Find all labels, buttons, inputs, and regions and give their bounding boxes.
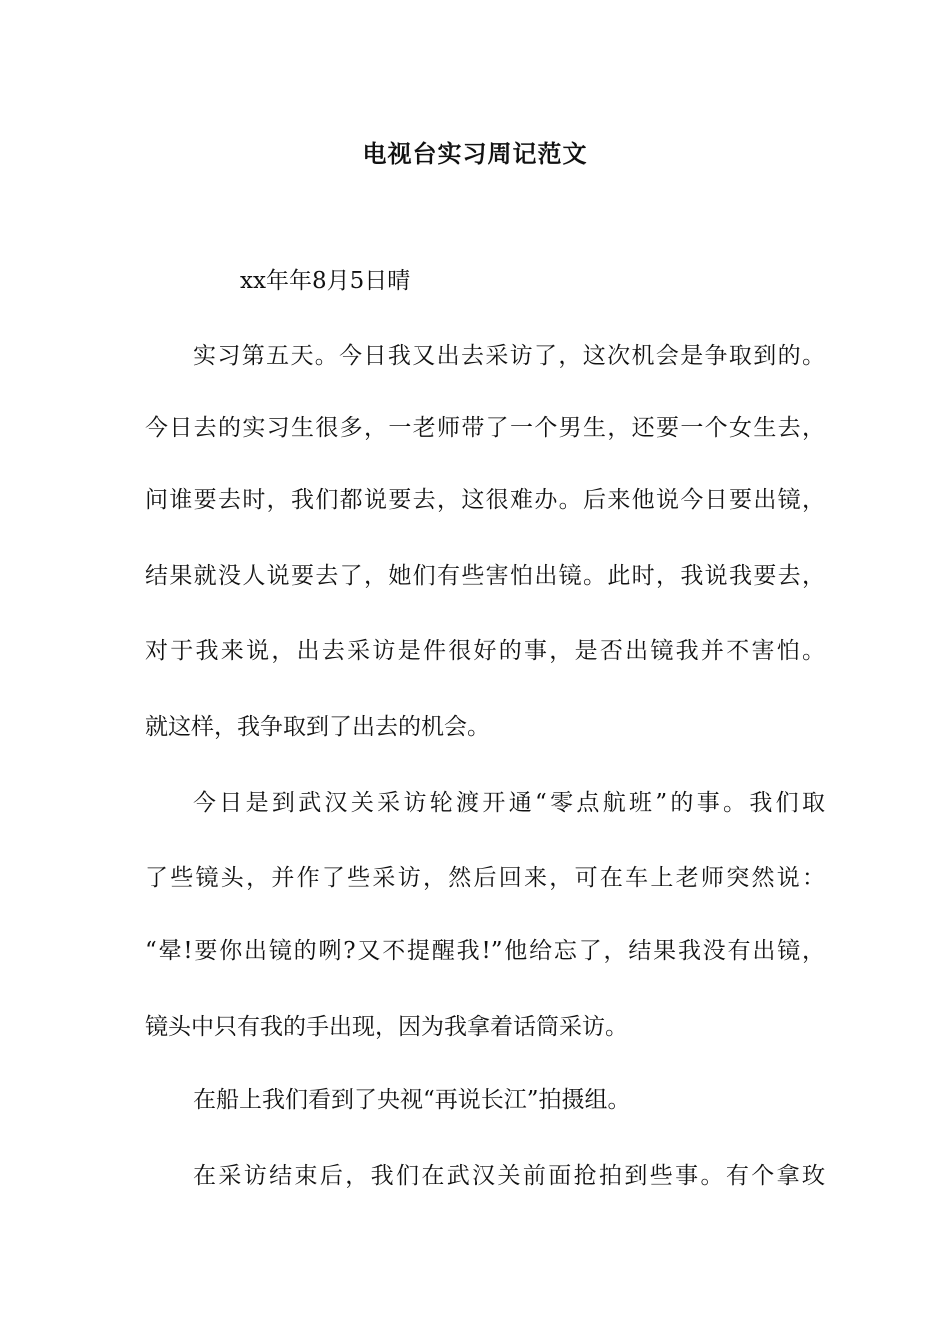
text-line: 了些镜头，并作了些采访，然后回来，可在车上老师突然说： (145, 865, 825, 891)
text-line: “晕!要你出镜的咧?又不提醒我!”他给忘了，结果我没有出镜， (145, 938, 825, 964)
text-line: 实习第五天。今日我又出去采访了，这次机会是争取到的。 (193, 343, 825, 369)
text-line: 在船上我们看到了央视“再说长江”拍摄组。 (193, 1087, 631, 1113)
text-line: 结果就没人说要去了，她们有些害怕出镜。此时，我说我要去， (145, 563, 825, 589)
text-line: 就这样，我争取到了出去的机会。 (145, 714, 490, 740)
text-line: 问谁要去时，我们都说要去，这很难办。后来他说今日要出镜， (145, 487, 825, 513)
text-line: 镜头中只有我的手出现，因为我拿着话筒采访。 (145, 1014, 628, 1040)
text-line: 对于我来说，出去采访是件很好的事，是否出镜我并不害怕。 (145, 638, 825, 664)
text-line: 今日去的实习生很多，一老师带了一个男生，还要一个女生去， (145, 415, 825, 441)
document-title: 电视台实习周记范文 (362, 139, 588, 168)
diary-date-line: xx年年8月5日晴 (240, 268, 411, 294)
text-line: 在采访结束后，我们在武汉关前面抢拍到些事。有个拿玫 (193, 1163, 825, 1189)
text-line: 今日是到武汉关采访轮渡开通“零点航班”的事。我们取 (193, 790, 825, 816)
